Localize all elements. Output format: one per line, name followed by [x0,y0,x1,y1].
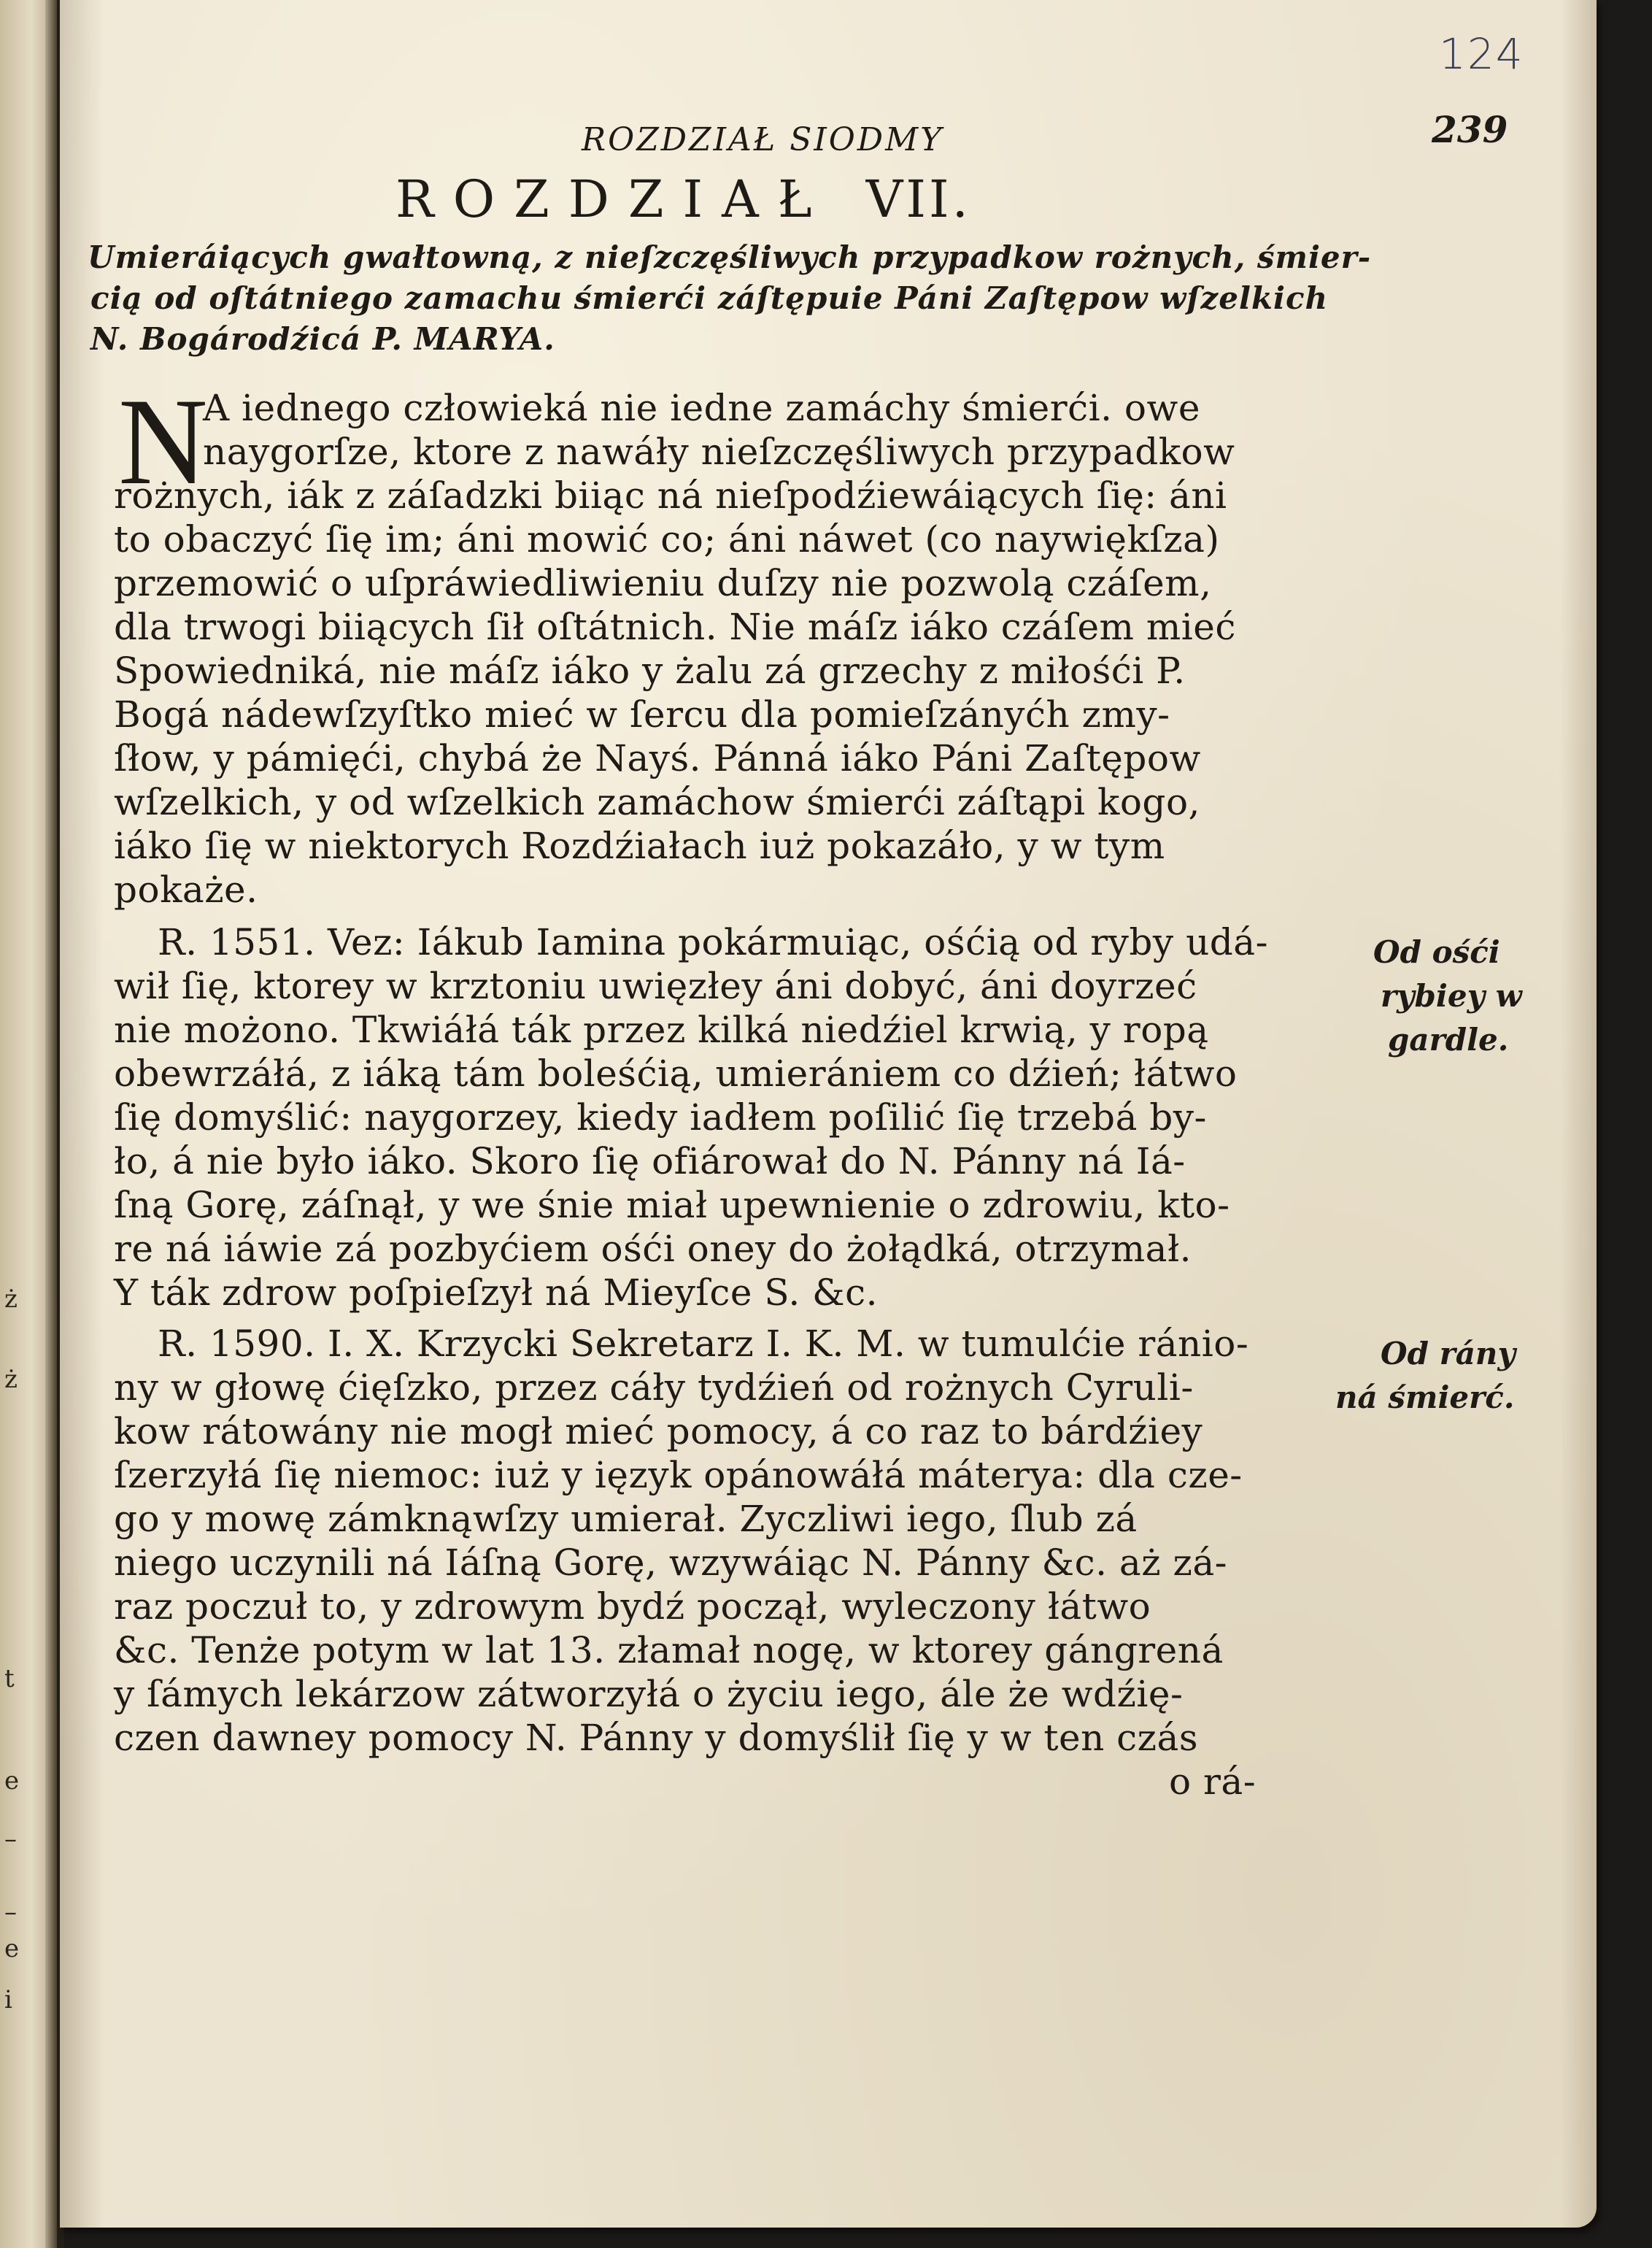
body-line: to obaczyć ſię im; áni mowić co; áni náwet (co naywiękſza) [114,518,1220,561]
body-line: dla trwogi biiących ſił oſtátnich. Nie máſz iáko czáſem mieć [114,606,1236,648]
edge-glyph: ż [4,1285,18,1314]
chapter-subtitle-line: cią od oſtátniego zamachu śmierći záſtępuie Páni Zaſtępow wſzelkich [90,280,1329,316]
body-line: iáko ſię w niektorych Rozdźiałach iuż pokazáło, y w tym [114,825,1165,867]
body-line: R. 1551. Vez: Iákub Iamina pokármuiąc, ośćią od ryby udá- [158,921,1268,963]
body-line: ſłow, y pámięći, chybá że Nayś. Pánná iáko Páni Zaſtępow [114,737,1201,780]
body-line: ſną Gorę, záſnął, y we śnie miał upewnienie o zdrowiu, kto- [114,1184,1230,1226]
body-line: niego uczynili ná Iáſną Gorę, wzywáiąc N. Pánny &c. aż zá- [114,1541,1228,1584]
body-line: wił ſię, ktorey w krztoniu uwięzłey áni dobyć, áni doyrzeć [114,965,1197,1007]
chapter-number: VII. [865,169,971,229]
body-line: ſię domyślić: naygorzey, kiedy iadłem poſilić ſię trzebá by- [114,1096,1207,1139]
body-line: obewrzáłá, z iáką tám boleśćią, umierániem co dźień; łátwo [114,1052,1238,1095]
margin-note-line: rybiey w [1381,978,1522,1014]
chapter-title [395,169,971,229]
edge-glyph: – [4,1825,17,1854]
edge-glyph: e [4,1766,20,1795]
edge-glyph: i [4,1985,12,2014]
edge-glyph: ż [4,1365,18,1394]
body-line: Spowiedniká, nie máſz iáko y żalu zá grzechy z miłośći P. [114,650,1186,692]
margin-note-line: gardle. [1388,1022,1509,1058]
edge-glyph: – [4,1898,17,1927]
body-line: ny w głowę ćięſzko, przez cáły tydźień od rożnych Cyruli- [114,1366,1194,1409]
body-line: Y ták zdrow poſpieſzył ná Mieyſce S. &c. [114,1271,879,1314]
body-line: ło, á nie było iáko. Skoro ſię ofiárował do N. Pánny ná Iá- [114,1140,1186,1182]
body-line: rożnych, iák z záſadzki biiąc ná nieſpodźiewáiących ſię: áni [114,474,1227,517]
catchword: o rá- [1169,1760,1257,1803]
margin-note-line: Od ośći [1373,934,1500,970]
body-line: kow rátowány nie mogł mieć pomocy, á co raz to bárdźiey [114,1410,1203,1452]
drop-cap: N [118,373,208,510]
chapter-title-word: ROZDZIAŁ [395,169,831,229]
edge-glyph: e [4,1934,20,1963]
body-line: pokaże. [114,869,258,911]
margin-note-line: Od rány [1381,1336,1516,1371]
margin-note-line: ná śmierć. [1335,1379,1515,1415]
edge-glyph: t [4,1664,15,1693]
body-line: nie możono. Tkwiáłá ták przez kilká niedźiel krwią, y ropą [114,1009,1209,1051]
body-line: ſzerzyłá ſię niemoc: iuż y ięzyk opánowáłá máterya: dla cze- [114,1454,1243,1496]
body-line: wſzelkich, y od wſzelkich zamáchow śmierći záſtąpi kogo, [114,781,1200,823]
body-line: re ná iáwie zá pozbyćiem ośći oney do żołądká, otrzymał. [114,1228,1192,1270]
body-line: R. 1590. I. X. Krzycki Sekretarz I. K. M. w tumulćie ránio- [158,1323,1249,1365]
book-page [60,0,1597,2228]
body-line: raz poczuł to, y zdrowym bydź począł, wyleczony łátwo [114,1585,1151,1628]
page-number: 239 [1432,108,1508,151]
handwritten-folio-number: 124 [1439,29,1524,79]
chapter-subtitle-line: Umieráiących gwałtowną, z nieſzczęśliwych przypadkow rożnych, śmier- [88,239,1372,275]
body-line: A iednego człowieká nie iedne zamáchy śmierći. owe [203,387,1200,429]
running-head: ROZDZIAŁ SIODMY [582,121,944,158]
chapter-subtitle-line: N. Bogárodźicá P. MARYA. [90,321,555,357]
body-line: y ſámych lekárzow zátworzyłá o życiu iego, ále że wdźię- [114,1673,1184,1715]
body-line: &c. Tenże potym w lat 13. złamał nogę, w ktorey gángrená [114,1629,1224,1671]
body-line: przemowić o uſpráwiedliwieniu duſzy nie pozwolą czáſem, [114,562,1212,604]
body-line: go y mowę zámknąwſzy umierał. Zyczliwi iego, ſlub zá [114,1498,1138,1540]
body-line: czen dawney pomocy N. Pánny y domyślił ſię y w ten czás [114,1717,1198,1759]
body-line: naygorſze, ktore z nawáły nieſzczęśliwych przypadkow [203,431,1235,473]
body-line: Bogá nádewſzyſtko mieć w ſercu dla pomieſzányćh zmy- [114,693,1170,736]
